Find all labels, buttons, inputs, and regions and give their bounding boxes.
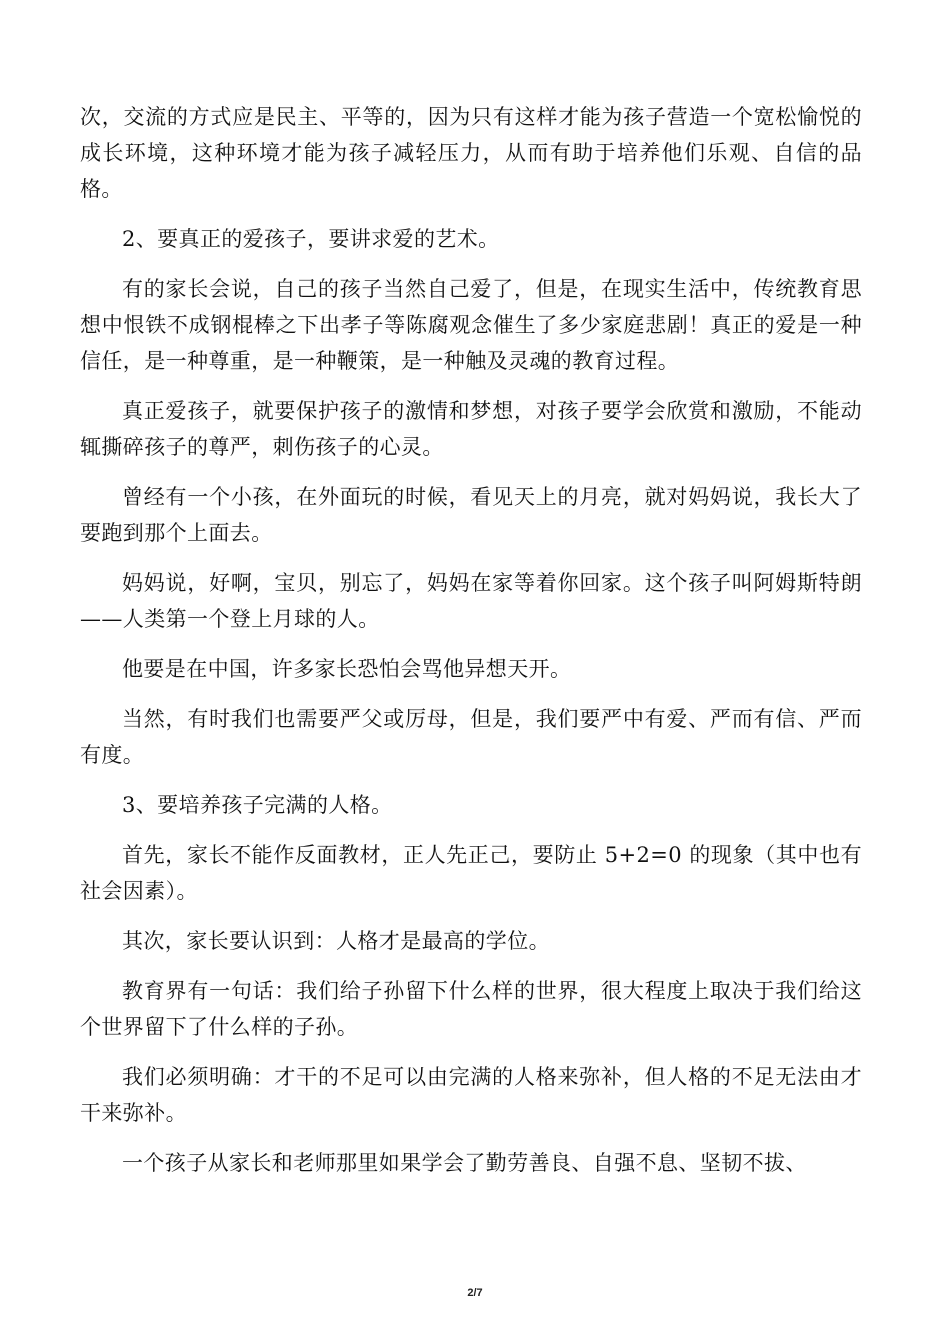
paragraph: 妈妈说，好啊，宝贝，别忘了，妈妈在家等着你回家。这个孩子叫阿姆斯特朗——人类第一个登上月球的人。: [80, 571, 862, 631]
page-number: 2/7: [467, 1287, 483, 1299]
paragraph: 当然，有时我们也需要严父或厉母，但是，我们要严中有爱、严而有信、严而有度。: [80, 707, 862, 767]
paragraph: 曾经有一个小孩，在外面玩的时候，看见天上的月亮，就对妈妈说，我长大了要跑到那个上面去。: [80, 485, 862, 545]
paragraph: 真正爱孩子，就要保护孩子的激情和梦想，对孩子要学会欣赏和激励，不能动辄撕碎孩子的尊严，刺伤孩子的心灵。: [80, 399, 862, 459]
paragraph: 有的家长会说，自己的孩子当然自己爱了，但是，在现实生活中，传统教育思想中恨铁不成钢棍棒之下出孝子等陈腐观念催生了多少家庭悲剧！真正的爱是一种信任，是一种尊重，是一种鞭策，是一种触及灵魂的教育过程。: [80, 277, 862, 373]
paragraph: 我们必须明确：才干的不足可以由完满的人格来弥补，但人格的不足无法由才干来弥补。: [80, 1065, 862, 1125]
section-heading-3: 3、要培养孩子完满的人格。: [122, 793, 393, 817]
paragraph: 首先，家长不能作反面教材，正人先正己，要防止 5+2=0 的现象（其中也有社会因素）。: [80, 843, 862, 903]
section-heading-2: 2、要真正的爱孩子，要讲求爱的艺术。: [122, 227, 500, 251]
paragraph: 他要是在中国，许多家长恐怕会骂他异想天开。: [122, 657, 572, 681]
paragraph-truncated: 一个孩子从家长和老师那里如果学会了勤劳善良、自强不息、坚韧不拔、: [122, 1151, 807, 1175]
paragraph: 教育界有一句话：我们给子孙留下什么样的世界，很大程度上取决于我们给这个世界留下了什么样的子孙。: [80, 979, 862, 1039]
document-body: [80, 99, 862, 1181]
paragraph-continuation: 次，交流的方式应是民主、平等的，因为只有这样才能为孩子营造一个宽松愉悦的成长环境，这种环境才能为孩子减轻压力，从而有助于培养他们乐观、自信的品格。: [80, 105, 862, 201]
paragraph: 其次，家长要认识到：人格才是最高的学位。: [122, 929, 550, 953]
